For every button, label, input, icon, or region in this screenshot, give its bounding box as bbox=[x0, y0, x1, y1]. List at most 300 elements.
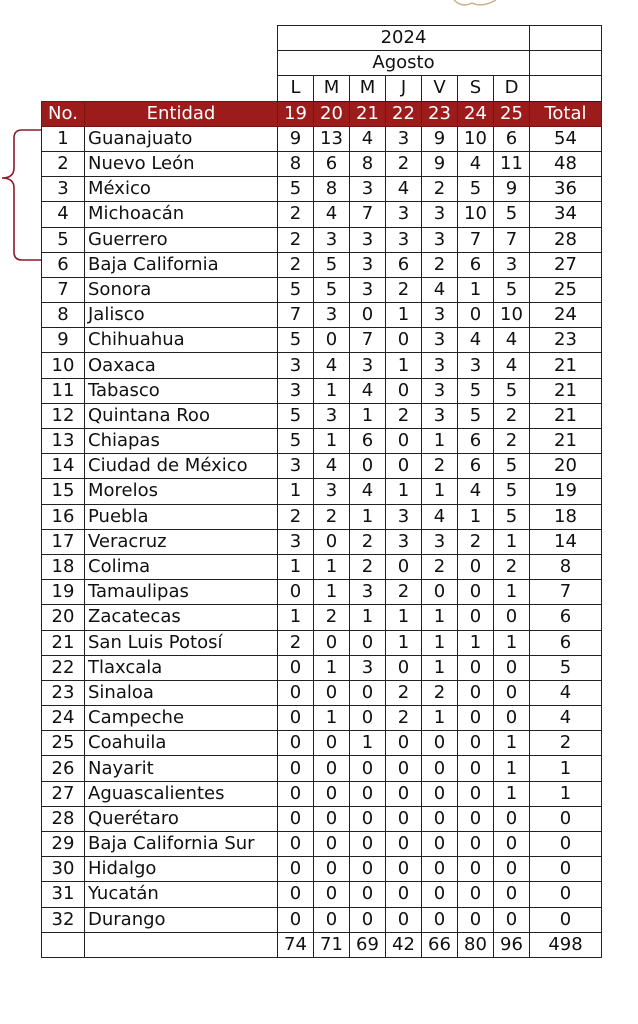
row-number: 19 bbox=[42, 580, 85, 605]
table-row bbox=[42, 303, 602, 328]
day-count: 1 bbox=[422, 429, 458, 454]
col-header-date: 19 bbox=[278, 101, 314, 126]
table-row bbox=[42, 126, 602, 151]
year-empty-cell bbox=[530, 26, 602, 51]
row-total: 7 bbox=[530, 580, 602, 605]
entity-name: Nayarit bbox=[85, 756, 278, 781]
row-total: 48 bbox=[530, 151, 602, 176]
day-count: 5 bbox=[494, 504, 530, 529]
day-count: 3 bbox=[350, 277, 386, 302]
day-count: 0 bbox=[314, 328, 350, 353]
day-total: 66 bbox=[422, 932, 458, 957]
row-number: 2 bbox=[42, 151, 85, 176]
table-row bbox=[42, 630, 602, 655]
entity-name: Tamaulipas bbox=[85, 580, 278, 605]
day-count: 3 bbox=[422, 328, 458, 353]
day-count: 1 bbox=[350, 731, 386, 756]
row-total: 19 bbox=[530, 479, 602, 504]
day-count: 0 bbox=[458, 832, 494, 857]
table-row bbox=[42, 252, 602, 277]
day-count: 1 bbox=[458, 504, 494, 529]
weekday-cell: J bbox=[386, 76, 422, 101]
day-count: 3 bbox=[386, 227, 422, 252]
row-number: 30 bbox=[42, 857, 85, 882]
day-count: 2 bbox=[422, 454, 458, 479]
entity-name: Campeche bbox=[85, 706, 278, 731]
day-count: 0 bbox=[314, 731, 350, 756]
day-count: 1 bbox=[386, 630, 422, 655]
col-header-date: 24 bbox=[458, 101, 494, 126]
day-count: 0 bbox=[458, 554, 494, 579]
table-row bbox=[42, 353, 602, 378]
row-number: 23 bbox=[42, 680, 85, 705]
row-number: 11 bbox=[42, 378, 85, 403]
table-row bbox=[42, 655, 602, 680]
day-count: 0 bbox=[314, 907, 350, 932]
row-total: 6 bbox=[530, 630, 602, 655]
day-count: 0 bbox=[350, 303, 386, 328]
day-count: 3 bbox=[350, 655, 386, 680]
day-count: 3 bbox=[386, 202, 422, 227]
day-count: 2 bbox=[422, 177, 458, 202]
day-count: 3 bbox=[350, 252, 386, 277]
entity-name: Nuevo León bbox=[85, 151, 278, 176]
day-count: 7 bbox=[458, 227, 494, 252]
row-total: 25 bbox=[530, 277, 602, 302]
entity-name: Quintana Roo bbox=[85, 403, 278, 428]
day-count: 3 bbox=[350, 227, 386, 252]
day-count: 3 bbox=[422, 529, 458, 554]
day-count: 13 bbox=[314, 126, 350, 151]
day-count: 5 bbox=[278, 403, 314, 428]
table-row bbox=[42, 429, 602, 454]
day-count: 4 bbox=[458, 328, 494, 353]
col-header-no: No. bbox=[42, 101, 85, 126]
row-number: 16 bbox=[42, 504, 85, 529]
day-count: 0 bbox=[422, 756, 458, 781]
row-total: 21 bbox=[530, 429, 602, 454]
day-count: 0 bbox=[458, 655, 494, 680]
day-count: 0 bbox=[314, 756, 350, 781]
table-row bbox=[42, 605, 602, 630]
day-count: 0 bbox=[386, 882, 422, 907]
day-count: 6 bbox=[494, 126, 530, 151]
totals-empty-cell bbox=[85, 932, 278, 957]
table-row bbox=[42, 328, 602, 353]
day-count: 2 bbox=[278, 202, 314, 227]
day-count: 1 bbox=[386, 353, 422, 378]
day-count: 0 bbox=[314, 630, 350, 655]
day-count: 0 bbox=[278, 806, 314, 831]
column-header-row bbox=[42, 101, 602, 126]
day-count: 1 bbox=[386, 605, 422, 630]
row-number: 8 bbox=[42, 303, 85, 328]
day-count: 1 bbox=[314, 706, 350, 731]
day-count: 4 bbox=[314, 353, 350, 378]
day-count: 0 bbox=[458, 680, 494, 705]
day-count: 1 bbox=[278, 479, 314, 504]
day-count: 1 bbox=[494, 580, 530, 605]
day-count: 2 bbox=[278, 630, 314, 655]
day-total: 69 bbox=[350, 932, 386, 957]
day-count: 0 bbox=[458, 303, 494, 328]
day-count: 7 bbox=[350, 328, 386, 353]
day-count: 0 bbox=[386, 655, 422, 680]
day-count: 1 bbox=[422, 706, 458, 731]
table-row bbox=[42, 756, 602, 781]
day-count: 5 bbox=[278, 277, 314, 302]
row-number: 24 bbox=[42, 706, 85, 731]
row-number: 12 bbox=[42, 403, 85, 428]
day-count: 6 bbox=[314, 151, 350, 176]
day-count: 3 bbox=[386, 126, 422, 151]
row-total: 0 bbox=[530, 907, 602, 932]
day-count: 5 bbox=[314, 277, 350, 302]
entity-name: Sonora bbox=[85, 277, 278, 302]
day-count: 0 bbox=[350, 680, 386, 705]
row-number: 4 bbox=[42, 202, 85, 227]
entity-name: Chiapas bbox=[85, 429, 278, 454]
table-row bbox=[42, 832, 602, 857]
day-count: 1 bbox=[314, 580, 350, 605]
day-count: 0 bbox=[386, 328, 422, 353]
day-count: 3 bbox=[422, 303, 458, 328]
day-count: 3 bbox=[386, 529, 422, 554]
entity-name: Colima bbox=[85, 554, 278, 579]
row-number: 22 bbox=[42, 655, 85, 680]
day-count: 7 bbox=[278, 303, 314, 328]
day-count: 2 bbox=[278, 504, 314, 529]
row-total: 34 bbox=[530, 202, 602, 227]
day-count: 0 bbox=[278, 680, 314, 705]
day-count: 2 bbox=[494, 403, 530, 428]
row-number: 1 bbox=[42, 126, 85, 151]
col-header-entity: Entidad bbox=[85, 101, 278, 126]
row-number: 13 bbox=[42, 429, 85, 454]
day-count: 4 bbox=[350, 126, 386, 151]
day-count: 0 bbox=[350, 756, 386, 781]
states-table bbox=[41, 25, 602, 958]
entity-name: Guanajuato bbox=[85, 126, 278, 151]
entity-name: Ciudad de México bbox=[85, 454, 278, 479]
day-count: 0 bbox=[350, 907, 386, 932]
day-count: 0 bbox=[422, 907, 458, 932]
day-count: 0 bbox=[458, 706, 494, 731]
row-number: 6 bbox=[42, 252, 85, 277]
table-row bbox=[42, 277, 602, 302]
month-label: Agosto bbox=[278, 51, 530, 76]
table-row bbox=[42, 504, 602, 529]
day-count: 0 bbox=[422, 882, 458, 907]
day-count: 0 bbox=[278, 580, 314, 605]
day-count: 0 bbox=[458, 882, 494, 907]
entity-name: Aguascalientes bbox=[85, 781, 278, 806]
row-total: 14 bbox=[530, 529, 602, 554]
day-count: 1 bbox=[386, 479, 422, 504]
day-count: 9 bbox=[278, 126, 314, 151]
row-total: 24 bbox=[530, 303, 602, 328]
day-count: 0 bbox=[494, 680, 530, 705]
weekday-row bbox=[42, 76, 602, 101]
day-count: 0 bbox=[458, 580, 494, 605]
row-number: 3 bbox=[42, 177, 85, 202]
day-count: 0 bbox=[314, 806, 350, 831]
entity-name: Querétaro bbox=[85, 806, 278, 831]
row-total: 27 bbox=[530, 252, 602, 277]
row-total: 0 bbox=[530, 882, 602, 907]
grand-total: 498 bbox=[530, 932, 602, 957]
day-count: 9 bbox=[422, 126, 458, 151]
month-row bbox=[42, 51, 602, 76]
row-total: 23 bbox=[530, 328, 602, 353]
table-row bbox=[42, 680, 602, 705]
row-total: 6 bbox=[530, 605, 602, 630]
col-header-date: 25 bbox=[494, 101, 530, 126]
day-count: 3 bbox=[386, 504, 422, 529]
weekday-cell: L bbox=[278, 76, 314, 101]
day-count: 10 bbox=[458, 126, 494, 151]
day-count: 1 bbox=[350, 605, 386, 630]
day-count: 0 bbox=[278, 882, 314, 907]
day-count: 1 bbox=[278, 605, 314, 630]
day-count: 0 bbox=[458, 907, 494, 932]
day-count: 1 bbox=[350, 504, 386, 529]
row-total: 54 bbox=[530, 126, 602, 151]
day-count: 2 bbox=[386, 151, 422, 176]
table-row bbox=[42, 151, 602, 176]
day-count: 0 bbox=[458, 806, 494, 831]
day-count: 4 bbox=[386, 177, 422, 202]
row-number: 31 bbox=[42, 882, 85, 907]
row-total: 21 bbox=[530, 353, 602, 378]
row-number: 21 bbox=[42, 630, 85, 655]
row-number: 20 bbox=[42, 605, 85, 630]
day-count: 0 bbox=[458, 857, 494, 882]
table-row bbox=[42, 378, 602, 403]
table-row bbox=[42, 882, 602, 907]
day-count: 5 bbox=[494, 479, 530, 504]
day-count: 5 bbox=[494, 277, 530, 302]
table-row bbox=[42, 731, 602, 756]
entity-name: Baja California Sur bbox=[85, 832, 278, 857]
entity-name: México bbox=[85, 177, 278, 202]
day-count: 0 bbox=[278, 857, 314, 882]
day-total: 71 bbox=[314, 932, 350, 957]
day-count: 3 bbox=[278, 529, 314, 554]
day-count: 11 bbox=[494, 151, 530, 176]
day-count: 6 bbox=[350, 429, 386, 454]
day-total: 96 bbox=[494, 932, 530, 957]
day-count: 0 bbox=[386, 857, 422, 882]
day-count: 2 bbox=[350, 554, 386, 579]
day-count: 3 bbox=[314, 403, 350, 428]
day-count: 1 bbox=[386, 303, 422, 328]
entity-name: Morelos bbox=[85, 479, 278, 504]
table-row bbox=[42, 907, 602, 932]
row-number: 14 bbox=[42, 454, 85, 479]
day-count: 9 bbox=[494, 177, 530, 202]
day-count: 1 bbox=[314, 554, 350, 579]
entity-name: Coahuila bbox=[85, 731, 278, 756]
day-count: 0 bbox=[314, 529, 350, 554]
day-count: 3 bbox=[422, 202, 458, 227]
table-row bbox=[42, 479, 602, 504]
day-count: 0 bbox=[350, 832, 386, 857]
row-number: 32 bbox=[42, 907, 85, 932]
day-count: 3 bbox=[422, 378, 458, 403]
day-count: 6 bbox=[458, 252, 494, 277]
col-header-date: 22 bbox=[386, 101, 422, 126]
weekday-cell: S bbox=[458, 76, 494, 101]
day-count: 2 bbox=[494, 429, 530, 454]
day-count: 0 bbox=[278, 832, 314, 857]
day-count: 1 bbox=[422, 605, 458, 630]
weekday-cell: D bbox=[494, 76, 530, 101]
day-count: 4 bbox=[422, 277, 458, 302]
day-count: 3 bbox=[314, 227, 350, 252]
row-number: 9 bbox=[42, 328, 85, 353]
day-count: 5 bbox=[278, 429, 314, 454]
day-count: 3 bbox=[314, 479, 350, 504]
day-count: 0 bbox=[386, 454, 422, 479]
totals-empty-cell bbox=[42, 932, 85, 957]
day-count: 0 bbox=[422, 832, 458, 857]
weekday-cell: M bbox=[314, 76, 350, 101]
row-total: 2 bbox=[530, 731, 602, 756]
row-total: 21 bbox=[530, 403, 602, 428]
day-count: 7 bbox=[350, 202, 386, 227]
day-count: 0 bbox=[386, 907, 422, 932]
row-number: 18 bbox=[42, 554, 85, 579]
day-count: 0 bbox=[350, 882, 386, 907]
col-header-date: 21 bbox=[350, 101, 386, 126]
entity-name: Guerrero bbox=[85, 227, 278, 252]
table-row bbox=[42, 580, 602, 605]
day-count: 1 bbox=[422, 655, 458, 680]
row-total: 18 bbox=[530, 504, 602, 529]
day-count: 2 bbox=[350, 529, 386, 554]
day-count: 1 bbox=[494, 756, 530, 781]
row-total: 4 bbox=[530, 706, 602, 731]
day-count: 0 bbox=[422, 781, 458, 806]
day-count: 1 bbox=[314, 429, 350, 454]
day-count: 1 bbox=[314, 378, 350, 403]
day-count: 0 bbox=[278, 907, 314, 932]
day-count: 2 bbox=[386, 580, 422, 605]
entity-name: Tabasco bbox=[85, 378, 278, 403]
day-count: 5 bbox=[458, 403, 494, 428]
day-count: 3 bbox=[422, 403, 458, 428]
day-count: 10 bbox=[458, 202, 494, 227]
day-count: 0 bbox=[458, 756, 494, 781]
row-number: 29 bbox=[42, 832, 85, 857]
year-row bbox=[42, 26, 602, 51]
table-row bbox=[42, 806, 602, 831]
row-total: 8 bbox=[530, 554, 602, 579]
day-count: 4 bbox=[314, 454, 350, 479]
day-count: 3 bbox=[278, 353, 314, 378]
entity-name: Baja California bbox=[85, 252, 278, 277]
day-count: 0 bbox=[494, 806, 530, 831]
row-total: 1 bbox=[530, 781, 602, 806]
row-number: 10 bbox=[42, 353, 85, 378]
day-count: 0 bbox=[314, 882, 350, 907]
day-count: 3 bbox=[422, 353, 458, 378]
entity-name: Veracruz bbox=[85, 529, 278, 554]
day-count: 0 bbox=[350, 781, 386, 806]
day-total: 80 bbox=[458, 932, 494, 957]
day-count: 3 bbox=[494, 252, 530, 277]
day-count: 6 bbox=[458, 454, 494, 479]
day-count: 0 bbox=[494, 857, 530, 882]
entity-name: Oaxaca bbox=[85, 353, 278, 378]
day-count: 2 bbox=[314, 605, 350, 630]
day-count: 0 bbox=[350, 454, 386, 479]
day-count: 1 bbox=[494, 781, 530, 806]
day-count: 3 bbox=[350, 177, 386, 202]
day-count: 0 bbox=[494, 706, 530, 731]
day-count: 0 bbox=[494, 655, 530, 680]
day-count: 3 bbox=[350, 580, 386, 605]
table-row bbox=[42, 554, 602, 579]
entity-name: Yucatán bbox=[85, 882, 278, 907]
day-count: 0 bbox=[278, 756, 314, 781]
day-count: 2 bbox=[494, 554, 530, 579]
day-count: 8 bbox=[314, 177, 350, 202]
day-count: 0 bbox=[314, 857, 350, 882]
day-count: 4 bbox=[350, 378, 386, 403]
entity-name: Jalisco bbox=[85, 303, 278, 328]
day-count: 10 bbox=[494, 303, 530, 328]
day-count: 2 bbox=[386, 706, 422, 731]
day-count: 0 bbox=[278, 655, 314, 680]
day-count: 0 bbox=[458, 731, 494, 756]
day-count: 5 bbox=[494, 202, 530, 227]
day-count: 4 bbox=[494, 328, 530, 353]
row-number: 17 bbox=[42, 529, 85, 554]
entity-name: Zacatecas bbox=[85, 605, 278, 630]
day-count: 4 bbox=[314, 202, 350, 227]
day-count: 5 bbox=[494, 454, 530, 479]
day-count: 0 bbox=[350, 857, 386, 882]
table-row bbox=[42, 706, 602, 731]
day-count: 6 bbox=[386, 252, 422, 277]
row-number: 26 bbox=[42, 756, 85, 781]
day-count: 7 bbox=[494, 227, 530, 252]
day-total: 42 bbox=[386, 932, 422, 957]
day-count: 4 bbox=[350, 479, 386, 504]
day-count: 0 bbox=[314, 680, 350, 705]
day-count: 0 bbox=[386, 756, 422, 781]
day-count: 2 bbox=[458, 529, 494, 554]
day-count: 3 bbox=[278, 454, 314, 479]
entity-name: Puebla bbox=[85, 504, 278, 529]
day-count: 2 bbox=[422, 554, 458, 579]
day-count: 2 bbox=[422, 680, 458, 705]
day-count: 0 bbox=[386, 429, 422, 454]
day-count: 1 bbox=[422, 479, 458, 504]
day-count: 1 bbox=[278, 554, 314, 579]
day-count: 2 bbox=[386, 403, 422, 428]
day-count: 0 bbox=[422, 731, 458, 756]
day-count: 4 bbox=[458, 151, 494, 176]
row-total: 0 bbox=[530, 857, 602, 882]
day-count: 1 bbox=[422, 630, 458, 655]
entity-name: San Luis Potosí bbox=[85, 630, 278, 655]
row-number: 5 bbox=[42, 227, 85, 252]
day-count: 0 bbox=[494, 907, 530, 932]
day-count: 0 bbox=[386, 806, 422, 831]
